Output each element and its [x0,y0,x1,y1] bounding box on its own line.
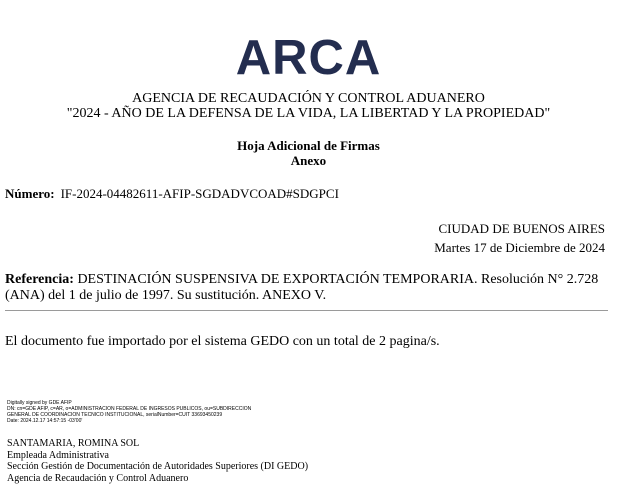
digital-signature-line: DN: cn=GDE AFIP, c=AR, o=ADMINISTRACION FEDERAL DE INGRESOS PUBLICOS, ou=SUBDIRECCION [7,406,252,412]
document-city: CIUDAD DE BUENOS AIRES [438,221,605,236]
document-body: El documento fue importado por el sistema GEDO con un total de 2 pagina/s. [5,334,440,349]
digital-signature-line: Digitally signed by GDE AFIP [7,400,72,406]
digital-signature-block [7,400,251,424]
document-number [5,186,339,201]
document-reference [5,272,605,304]
reference-text: DESTINACIÓN SUSPENSIVA DE EXPORTACIÓN TEMPORARIA. Resolución N° 2.728 (ANA) del 1 de julio de 1997. Su sustitución. ANEXO V. [5,272,599,303]
agency-name: AGENCIA DE RECAUDACIÓN Y CONTROL ADUANERO [132,91,485,106]
signer-agency: Agencia de Recaudación y Control Aduanero [7,472,189,484]
digital-signature-line: GENERAL DE COORDINACION TECNICO INSTITUCIONAL, serialNumber=CUIT 33693450239 [7,412,223,418]
reference-label: Referencia: [5,272,74,287]
document-number-label: Número: [5,186,55,201]
document-title: Hoja Adicional de Firmas [237,138,380,153]
signer-block [7,438,308,484]
signer-section: Sección Gestión de Documentación de Autoridades Superiores (DI GEDO) [7,461,309,472]
signer-role: Empleada Administrativa [7,449,109,461]
digital-signature-line: Date: 2024.12.17 14:57:15 -03'00' [7,418,83,424]
document-date: Martes 17 de Diciembre de 2024 [434,240,605,255]
document-subtitle: Anexo [290,153,327,168]
arca-logo: ARCA [235,31,382,85]
year-motto: "2024 - AÑO DE LA DEFENSA DE LA VIDA, LA LIBERTAD Y LA PROPIEDAD" [66,106,551,121]
signer-name: SANTAMARIA, ROMINA SOL [7,438,140,449]
divider [5,310,608,311]
document-number-value: IF-2024-04482611-AFIP-SGDADVCOAD#SDGPCI [60,186,339,201]
